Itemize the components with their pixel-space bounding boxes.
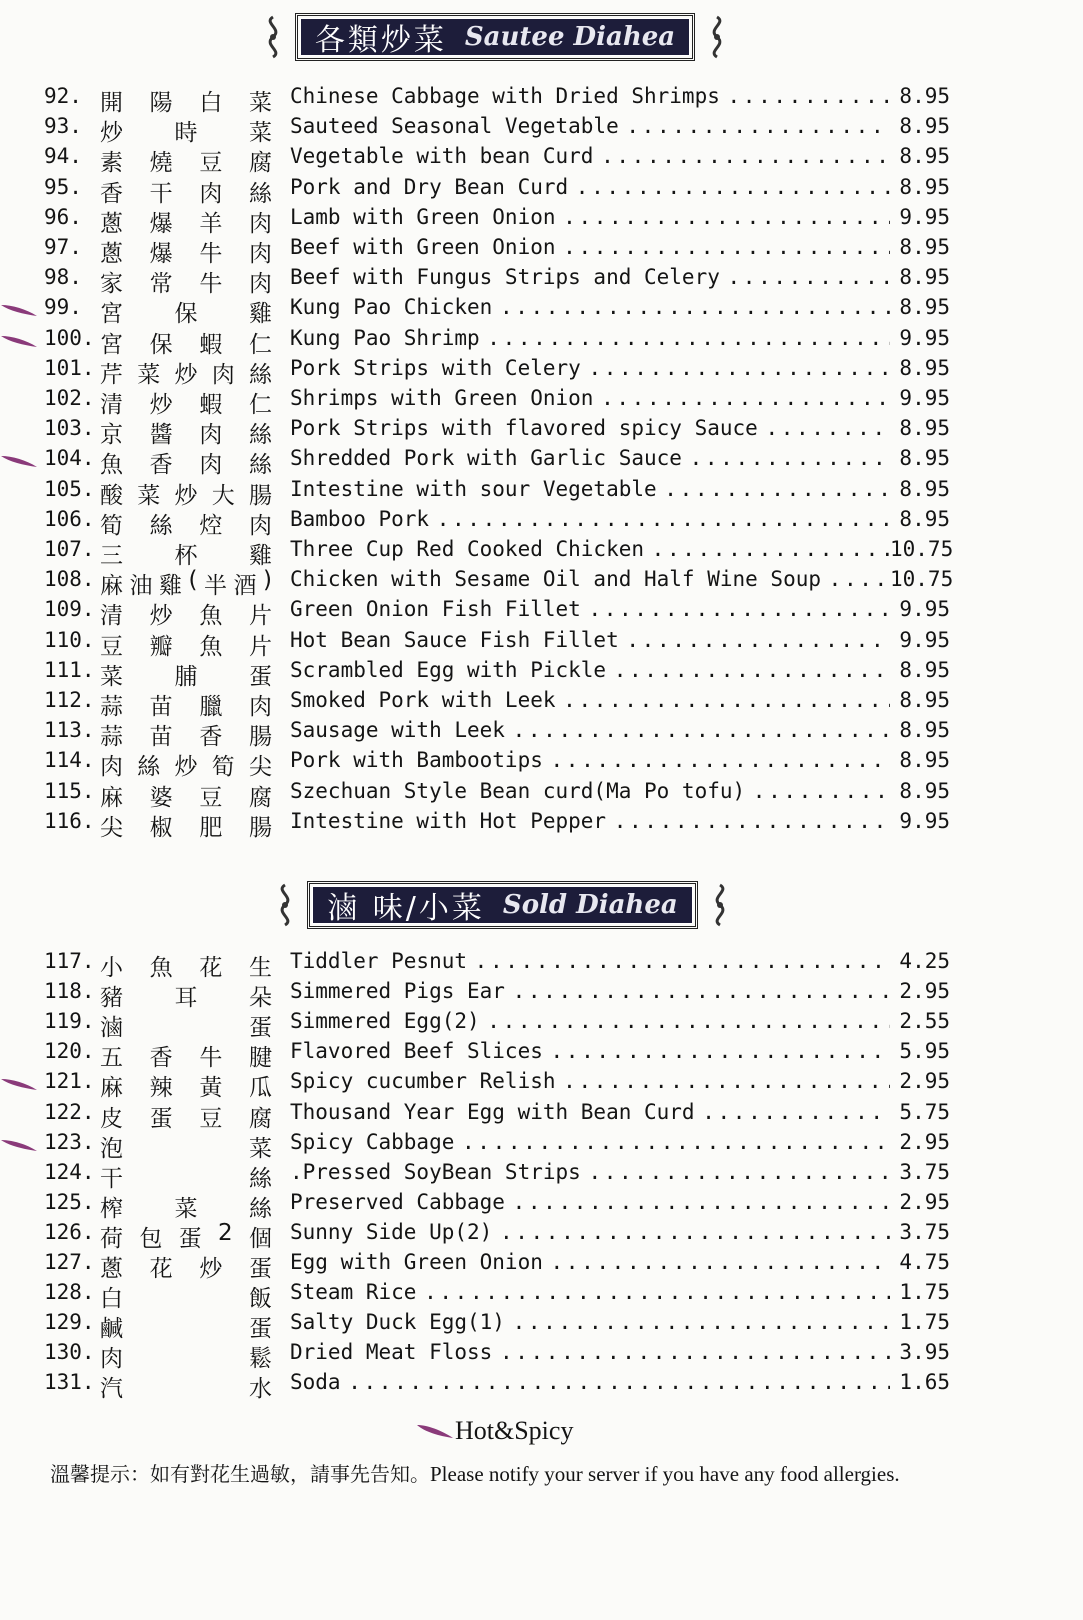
- item-name-zh: 開 陽 白 菜: [100, 90, 272, 116]
- item-name-zh: 皮 蛋 豆 腐: [100, 1105, 272, 1132]
- item-name-en: Salty Duck Egg(1) . . .: [290, 1310, 910, 1334]
- item-name-zh: 魚 香 肉 絲: [100, 452, 272, 479]
- item-name-en: Scrambled Egg with Pickle . . .: [290, 658, 910, 682]
- item-number: 114.: [44, 748, 95, 773]
- item-name-zh: 干 絲: [100, 1165, 272, 1192]
- menu-item: [0, 809, 1083, 839]
- section-banner-sautee: [255, 10, 735, 64]
- item-number: 123.: [44, 1129, 95, 1154]
- item-name-zh: 蒜 苗 香 腸: [100, 724, 272, 751]
- menu-item: [0, 658, 1083, 688]
- item-price: 8.95: [890, 114, 950, 138]
- menu-item: [0, 265, 1083, 298]
- item-name-en: Green Onion Fish Fillet . . .: [290, 597, 910, 621]
- menu-item: [0, 537, 1083, 567]
- menu-item: [0, 1340, 1083, 1373]
- item-name-en: Beef with Fungus Strips and Celery . . .: [290, 265, 910, 289]
- menu-item: [0, 1160, 1083, 1190]
- hot-pepper-icon: [415, 1422, 455, 1440]
- item-number: 120.: [44, 1039, 95, 1064]
- item-price: 3.75: [890, 1160, 950, 1184]
- item-price: 8.95: [890, 356, 950, 380]
- item-price: 8.95: [890, 477, 950, 501]
- item-name-en: Steam Rice . . .: [290, 1280, 910, 1304]
- item-name-zh: 香 干 肉 絲: [100, 180, 272, 207]
- item-name-en: Sunny Side Up(2) . . .: [290, 1220, 910, 1244]
- item-name-en: Beef with Green Onion . . .: [290, 235, 910, 259]
- allergy-note: [50, 1458, 900, 1487]
- item-price: 4.75: [890, 1250, 950, 1274]
- item-price: 8.95: [890, 416, 950, 440]
- item-price: 2.95: [890, 1069, 950, 1093]
- item-price: 4.25: [890, 949, 950, 973]
- legend: [415, 1416, 573, 1446]
- item-number: 99.: [44, 295, 82, 320]
- item-price: 8.95: [890, 748, 950, 772]
- item-price: 10.75: [890, 567, 954, 592]
- item-name-zh: 麻 婆 豆 腐: [100, 784, 272, 811]
- item-number: 104.: [44, 446, 95, 471]
- item-number: 106.: [44, 506, 95, 531]
- item-price: 3.95: [890, 1340, 950, 1364]
- item-name-zh: 麻 辣 黃 瓜: [100, 1075, 272, 1102]
- item-number: 97.: [44, 235, 82, 259]
- item-name-en: .Pressed SoyBean Strips . . .: [290, 1160, 910, 1184]
- item-number: 110.: [44, 627, 95, 652]
- item-number: 112.: [44, 688, 95, 712]
- item-number: 107.: [44, 537, 95, 561]
- menu-item: [0, 567, 1083, 600]
- item-name-zh: 麻 油 雞 ( 半 酒 ): [100, 567, 272, 600]
- menu-item: [0, 507, 1083, 537]
- item-name-zh: 清 炒 蝦 仁: [100, 392, 272, 418]
- menu-item: [0, 1220, 1083, 1250]
- item-name-zh: 酸 菜 炒 大 腸: [100, 482, 272, 509]
- ornament-right-icon: [701, 13, 733, 61]
- section-title-zh: 各類炒菜: [314, 23, 447, 58]
- item-price: 5.75: [890, 1100, 950, 1124]
- item-name-en: Szechuan Style Bean curd(Ma Po tofu) . . .: [290, 779, 910, 803]
- item-name-zh: 榨 菜 絲: [100, 1195, 272, 1222]
- item-number: 119.: [44, 1009, 95, 1034]
- item-number: 125.: [44, 1189, 95, 1214]
- item-name-zh: 汽 水: [100, 1376, 272, 1403]
- item-name-en: Simmered Egg(2) . . .: [290, 1009, 910, 1033]
- ornament-left-icon: [257, 13, 289, 61]
- menu-item: [0, 1190, 1083, 1220]
- item-name-en: Soda . . .: [290, 1370, 910, 1394]
- item-number: 130.: [44, 1340, 95, 1365]
- item-number: 109.: [44, 597, 95, 622]
- menu-item: [0, 446, 1083, 479]
- item-number: 115.: [44, 778, 95, 803]
- item-number: 124.: [44, 1159, 95, 1184]
- item-price: 8.95: [890, 658, 950, 682]
- menu-item: [0, 295, 1083, 328]
- item-price: 8.95: [890, 507, 950, 531]
- item-name-zh: 白 飯: [100, 1286, 272, 1313]
- menu-item: [0, 628, 1083, 658]
- item-name-zh: 芹 菜 炒 肉 絲: [100, 361, 272, 388]
- item-price: 9.95: [890, 205, 950, 229]
- item-name-en: Shrimps with Green Onion . . .: [290, 386, 910, 410]
- allergy-note-zh: 溫馨提示：如有對花生過敏，請事先告知。: [50, 1462, 430, 1486]
- item-price: 8.95: [890, 265, 950, 289]
- item-name-zh: 清 炒 魚 片: [100, 603, 272, 630]
- item-price: 8.95: [890, 779, 950, 803]
- menu-item: [0, 1130, 1083, 1160]
- item-number: 101.: [44, 355, 95, 380]
- item-price: 8.95: [890, 175, 950, 199]
- item-name-zh: 炒 時 菜: [100, 120, 272, 147]
- item-price: 9.95: [890, 597, 950, 621]
- item-number: 95.: [44, 174, 82, 199]
- section-title-en: Sold Diahea: [502, 890, 678, 920]
- menu-item: [0, 1009, 1083, 1042]
- item-number: 113.: [44, 718, 95, 743]
- item-price: 3.75: [890, 1220, 950, 1244]
- menu-item: [0, 416, 1083, 449]
- item-number: 128.: [44, 1280, 95, 1305]
- section-title-zh: 滷 味/小菜: [327, 891, 485, 926]
- menu-item: [0, 979, 1083, 1012]
- menu-item: [0, 235, 1083, 265]
- menu-item: [0, 1069, 1083, 1102]
- item-name-en: Spicy cucumber Relish . . .: [290, 1069, 910, 1093]
- menu-item: [0, 356, 1083, 386]
- item-price: 5.95: [890, 1039, 950, 1063]
- item-name-zh: 小 魚 花 生: [100, 955, 272, 981]
- item-name-zh: 宮 保 蝦 仁: [100, 331, 272, 358]
- item-name-en: Egg with Green Onion . . .: [290, 1250, 910, 1274]
- menu-item: [0, 1370, 1083, 1403]
- item-name-en: Pork with Bambootips . . .: [290, 748, 910, 772]
- item-name-zh: 豆 瓣 魚 片: [100, 633, 272, 660]
- item-name-zh: 泡 菜: [100, 1135, 272, 1162]
- item-number: 98.: [44, 265, 82, 290]
- item-price: 8.95: [890, 295, 950, 319]
- item-name-zh: 三 杯 雞: [100, 543, 272, 569]
- item-name-zh: 豬 耳 朵: [100, 985, 272, 1012]
- hot-pepper-icon: [0, 1138, 38, 1152]
- menu-item: [0, 1310, 1083, 1343]
- menu-item: [0, 205, 1083, 235]
- item-price: 8.95: [890, 84, 950, 108]
- item-price: 9.95: [890, 628, 950, 652]
- item-price: 8.95: [890, 718, 950, 742]
- item-name-zh: 滷 蛋: [100, 1015, 272, 1042]
- item-number: 103.: [44, 416, 95, 441]
- item-name-en: Vegetable with bean Curd . . .: [290, 144, 910, 168]
- item-number: 131.: [44, 1370, 95, 1395]
- item-name-en: Shredded Pork with Garlic Sauce . . .: [290, 446, 910, 470]
- menu-item: [0, 175, 1083, 205]
- item-name-en: Dried Meat Floss . . .: [290, 1340, 910, 1364]
- menu-item: [0, 597, 1083, 630]
- menu-item: [0, 748, 1083, 781]
- menu-item: [0, 779, 1083, 809]
- item-price: 8.95: [890, 235, 950, 259]
- item-number: 96.: [44, 204, 82, 229]
- item-name-en: Tiddler Pesnut . . .: [290, 949, 910, 973]
- item-price: 8.95: [890, 688, 950, 712]
- item-name-en: Intestine with Hot Pepper . . .: [290, 809, 910, 833]
- item-name-zh: 蒜 苗 臘 肉: [100, 694, 272, 720]
- menu-item: [0, 718, 1083, 751]
- menu-item: [0, 1280, 1083, 1313]
- item-number: 102.: [44, 386, 95, 410]
- item-name-zh: 宮 保 雞: [100, 301, 272, 328]
- item-name-en: Kung Pao Shrimp . . .: [290, 326, 910, 350]
- ornament-left-icon: [269, 881, 301, 929]
- hot-pepper-icon: [0, 1077, 38, 1091]
- item-name-zh: 肉 絲 炒 筍 尖: [100, 754, 272, 781]
- item-price: 2.95: [890, 1190, 950, 1214]
- section-banner-sold: [265, 878, 740, 932]
- menu-item: [0, 1100, 1083, 1130]
- item-price: 2.55: [890, 1009, 950, 1033]
- allergy-note-en: Please notify your server if you have any food allergies.: [430, 1462, 900, 1486]
- menu-item: [0, 386, 1083, 416]
- item-name-en: Pork and Dry Bean Curd . . .: [290, 175, 910, 199]
- item-price: 8.95: [890, 144, 950, 168]
- item-name-zh: 京 醬 肉 絲: [100, 422, 272, 449]
- item-name-zh: 鹹 蛋: [100, 1316, 272, 1343]
- item-number: 122.: [44, 1099, 95, 1124]
- item-name-zh: 五 香 牛 腱: [100, 1045, 272, 1072]
- menu-item: [0, 477, 1083, 507]
- item-name-zh: 家 常 牛 肉: [100, 271, 272, 298]
- item-number: 118.: [44, 979, 95, 1004]
- hot-pepper-icon: [0, 303, 38, 317]
- item-name-en: Kung Pao Chicken . . .: [290, 295, 910, 319]
- item-name-en: Pork Strips with Celery . . .: [290, 356, 910, 380]
- item-number: 116.: [44, 808, 95, 833]
- item-price: 1.65: [890, 1370, 950, 1394]
- menu-item: [0, 326, 1083, 356]
- menu-item: [0, 1039, 1083, 1072]
- item-price: 2.95: [890, 979, 950, 1003]
- item-number: 129.: [44, 1310, 95, 1335]
- item-name-zh: 素 燒 豆 腐: [100, 150, 272, 177]
- item-price: 9.95: [890, 326, 950, 350]
- item-number: 121.: [44, 1069, 95, 1094]
- item-name-en: Smoked Pork with Leek . . .: [290, 688, 910, 712]
- item-number: 111.: [44, 657, 95, 682]
- menu-item: [0, 688, 1083, 718]
- item-number: 108.: [44, 567, 95, 592]
- item-name-en: Spicy Cabbage . . .: [290, 1130, 910, 1154]
- item-number: 92.: [44, 84, 82, 108]
- item-name-en: Thousand Year Egg with Bean Curd . . .: [290, 1100, 910, 1124]
- menu-item: [0, 949, 1083, 979]
- item-name-en: Sausage with Leek . . .: [290, 718, 910, 742]
- item-price: 9.95: [890, 809, 950, 833]
- item-name-en: Flavored Beef Slices . . .: [290, 1039, 910, 1063]
- menu-item: [0, 114, 1083, 147]
- item-price: 10.75: [890, 537, 954, 561]
- item-name-en: Sauteed Seasonal Vegetable . . .: [290, 114, 910, 138]
- item-name-en: Three Cup Red Cooked Chicken . . .: [290, 537, 910, 561]
- hot-pepper-icon: [0, 454, 38, 468]
- item-number: 100.: [44, 325, 95, 350]
- item-name-en: Simmered Pigs Ear . . .: [290, 979, 910, 1003]
- item-number: 127.: [44, 1250, 95, 1274]
- item-name-en: Lamb with Green Onion . . .: [290, 205, 910, 229]
- menu-item: [0, 84, 1083, 114]
- ornament-right-icon: [704, 881, 736, 929]
- item-name-zh: 尖 椒 肥 腸: [100, 814, 272, 841]
- item-name-zh: 蔥 爆 牛 肉: [100, 241, 272, 267]
- item-name-zh: 蔥 爆 羊 肉: [100, 210, 272, 237]
- item-price: 2.95: [890, 1130, 950, 1154]
- item-name-en: Hot Bean Sauce Fish Fillet . . .: [290, 628, 910, 652]
- menu-item: [0, 1250, 1083, 1280]
- menu-item: [0, 144, 1083, 177]
- item-name-en: Intestine with sour Vegetable . . .: [290, 477, 910, 501]
- item-name-zh: 荷 包 蛋 2 個: [100, 1219, 272, 1252]
- item-price: 1.75: [890, 1310, 950, 1334]
- item-name-en: Chicken with Sesame Oil and Half Wine Soup . . .: [290, 567, 910, 591]
- item-price: 9.95: [890, 386, 950, 410]
- item-name-en: Preserved Cabbage . . .: [290, 1190, 910, 1214]
- item-number: 105.: [44, 476, 95, 501]
- item-number: 93.: [44, 114, 82, 139]
- item-price: 1.75: [890, 1280, 950, 1304]
- item-number: 126.: [44, 1219, 95, 1244]
- item-number: 117.: [44, 949, 95, 973]
- item-name-zh: 蔥 花 炒 蛋: [100, 1256, 272, 1282]
- item-name-zh: 菜 脯 蛋: [100, 663, 272, 690]
- item-price: 8.95: [890, 446, 950, 470]
- item-name-en: Chinese Cabbage with Dried Shrimps . . .: [290, 84, 910, 108]
- section-title-en: Sautee Diahea: [464, 22, 676, 52]
- item-number: 94.: [44, 144, 82, 169]
- item-name-zh: 筍 絲 焢 肉: [100, 512, 272, 539]
- hot-pepper-icon: [0, 334, 38, 348]
- item-name-en: Bamboo Pork . . .: [290, 507, 910, 531]
- item-name-zh: 肉 鬆: [100, 1346, 272, 1373]
- legend-label: Hot&Spicy: [455, 1416, 574, 1445]
- item-name-en: Pork Strips with flavored spicy Sauce . . .: [290, 416, 910, 440]
